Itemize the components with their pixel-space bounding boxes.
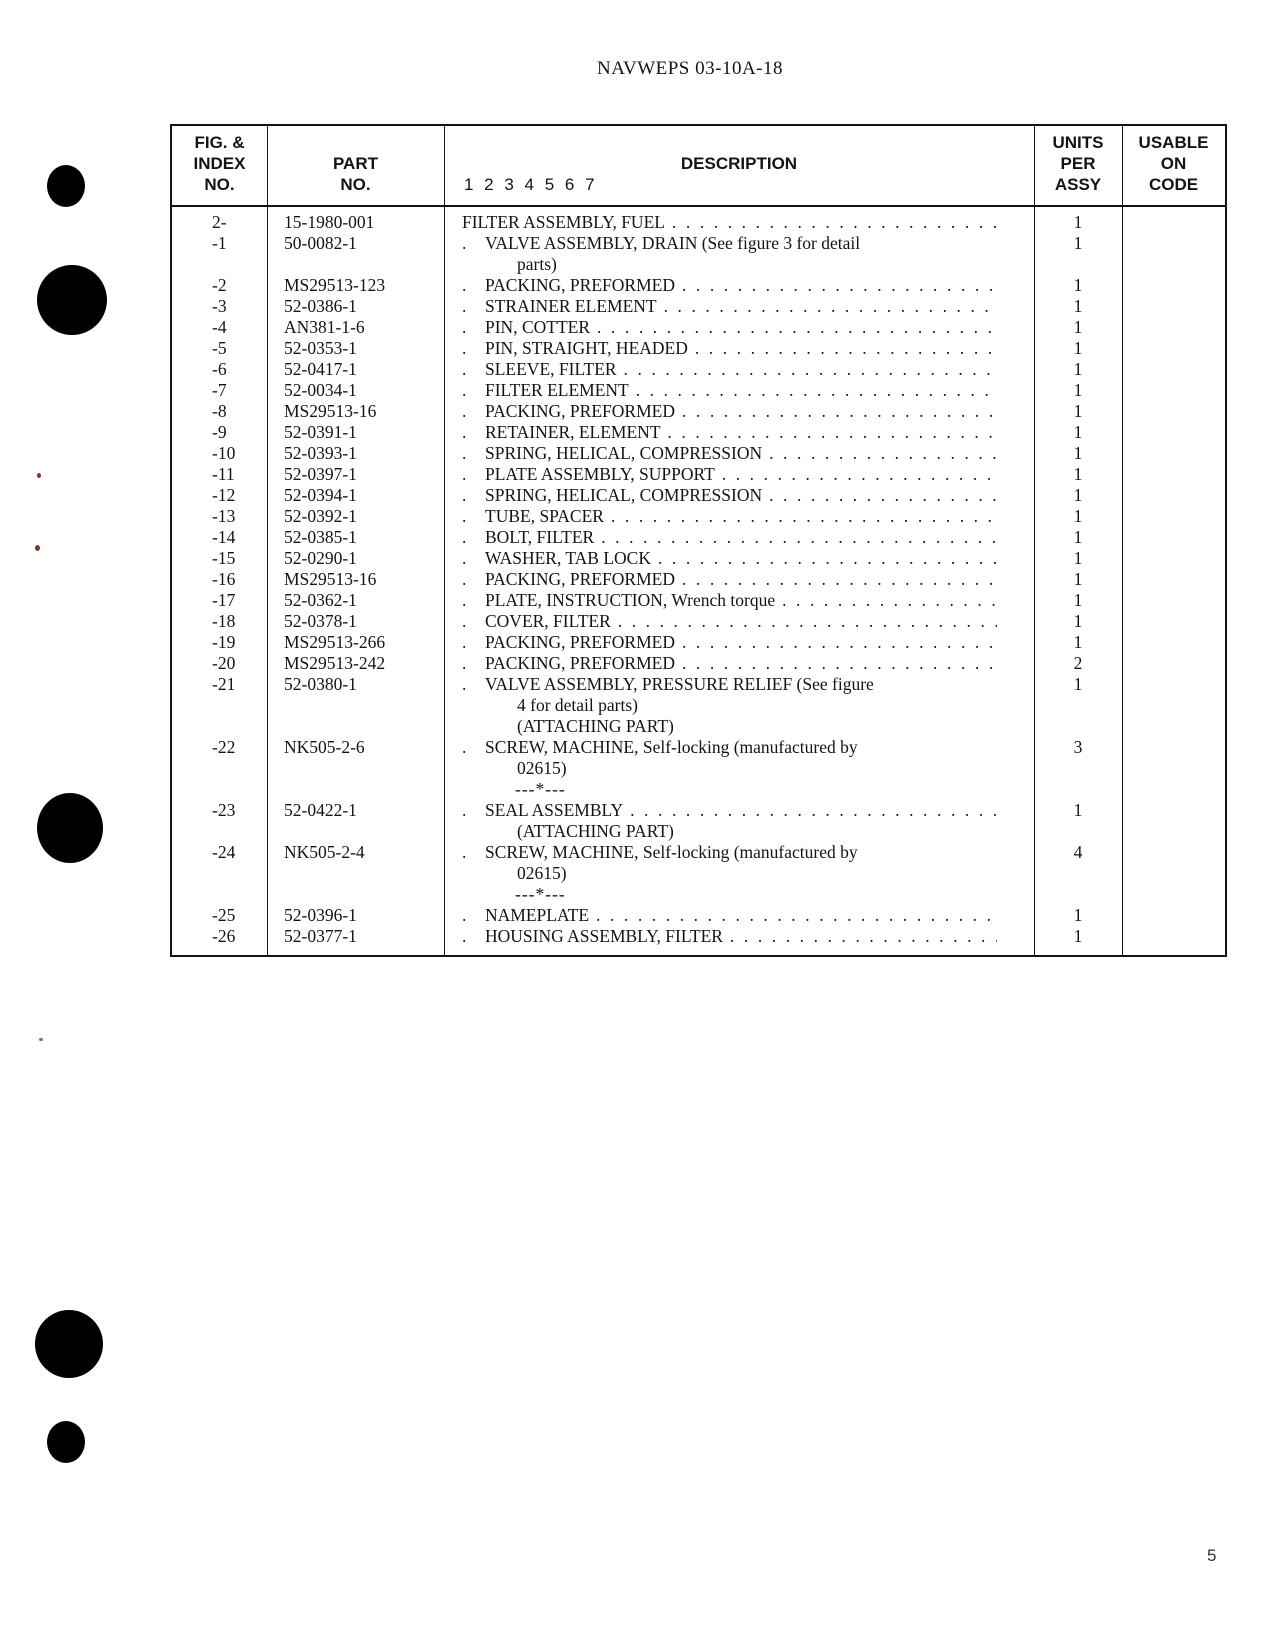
units-per-assy-cell: 1 bbox=[1073, 485, 1083, 505]
dot-leader bbox=[629, 380, 997, 400]
units-per-assy-cell: 1 bbox=[1073, 527, 1083, 547]
indent-dot: . bbox=[462, 401, 467, 421]
part-number-cell: 50-0082-1 bbox=[284, 233, 357, 253]
description-text: PACKING, PREFORMED bbox=[485, 401, 675, 421]
description-cell bbox=[462, 485, 997, 506]
dot-leader bbox=[657, 296, 997, 316]
header-fig-index: FIG. & INDEX NO. bbox=[193, 133, 246, 194]
description-cell bbox=[462, 233, 997, 275]
description-cell bbox=[462, 632, 997, 653]
description-text: SEAL ASSEMBLY bbox=[485, 800, 624, 820]
dot-leader bbox=[775, 590, 997, 610]
description-line bbox=[462, 653, 997, 674]
description-text: VALVE ASSEMBLY, PRESSURE RELIEF (See figure bbox=[485, 674, 874, 694]
description-line bbox=[462, 527, 997, 548]
part-number-cell: 52-0034-1 bbox=[284, 380, 357, 400]
fig-index-cell: -4 bbox=[212, 317, 227, 337]
binder-hole bbox=[47, 165, 85, 207]
description-line bbox=[462, 611, 997, 632]
part-number-cell: MS29513-242 bbox=[284, 653, 386, 673]
attaching-separator: ---*--- bbox=[515, 884, 566, 904]
description-text: BOLT, FILTER bbox=[485, 527, 595, 547]
description-line bbox=[462, 464, 997, 485]
indent-dot: . bbox=[462, 926, 467, 946]
table-header bbox=[172, 126, 1225, 207]
fig-index-cell: -23 bbox=[212, 800, 236, 820]
indent-dot: . bbox=[462, 674, 467, 694]
table-row bbox=[172, 737, 1225, 800]
fig-index-cell: -6 bbox=[212, 359, 227, 379]
description-line bbox=[462, 443, 997, 464]
part-number-cell: MS29513-266 bbox=[284, 632, 386, 652]
fig-index-cell: -3 bbox=[212, 296, 227, 316]
description-line bbox=[462, 338, 997, 359]
fig-index-cell: -8 bbox=[212, 401, 227, 421]
units-per-assy-cell: 1 bbox=[1073, 506, 1083, 526]
header-description: DESCRIPTION bbox=[680, 154, 798, 173]
indent-dot: . bbox=[462, 653, 467, 673]
indent-dot: . bbox=[462, 632, 467, 652]
table-row bbox=[172, 380, 1225, 401]
indent-dot: . bbox=[462, 338, 467, 358]
description-text: RETAINER, ELEMENT bbox=[485, 422, 661, 442]
indent-dot: . bbox=[462, 590, 467, 610]
table-row bbox=[172, 527, 1225, 548]
part-number-cell: 52-0362-1 bbox=[284, 590, 357, 610]
units-per-assy-cell: 1 bbox=[1073, 905, 1083, 925]
part-number-cell: 52-0396-1 bbox=[284, 905, 357, 925]
description-cell bbox=[462, 422, 997, 443]
units-per-assy-cell: 1 bbox=[1073, 611, 1083, 631]
dot-leader bbox=[675, 275, 997, 295]
table-row bbox=[172, 275, 1225, 296]
description-line bbox=[462, 926, 997, 947]
description-cell bbox=[462, 527, 997, 548]
table-row bbox=[172, 926, 1225, 947]
units-per-assy-cell: 1 bbox=[1073, 359, 1083, 379]
units-per-assy-cell: 1 bbox=[1073, 380, 1083, 400]
indent-dot: . bbox=[462, 443, 467, 463]
description-cell bbox=[462, 443, 997, 464]
table-row bbox=[172, 401, 1225, 422]
description-text: PACKING, PREFORMED bbox=[485, 632, 675, 652]
paper-speck bbox=[37, 473, 41, 478]
fig-index-cell: -25 bbox=[212, 905, 236, 925]
units-per-assy-cell: 1 bbox=[1073, 674, 1083, 694]
description-text: PACKING, PREFORMED bbox=[485, 653, 675, 673]
description-cell bbox=[462, 842, 997, 905]
binder-hole bbox=[37, 793, 103, 863]
units-per-assy-cell: 1 bbox=[1073, 800, 1083, 820]
table-row bbox=[172, 611, 1225, 632]
description-cell bbox=[462, 317, 997, 338]
parts-list-table bbox=[170, 124, 1227, 957]
binder-hole bbox=[37, 265, 107, 335]
description-continuation: 02615) bbox=[517, 758, 567, 778]
table-row bbox=[172, 506, 1225, 527]
page-number: 5 bbox=[1207, 1546, 1217, 1565]
part-number-cell: 52-0422-1 bbox=[284, 800, 357, 820]
table-row bbox=[172, 296, 1225, 317]
indent-dot: . bbox=[462, 380, 467, 400]
table-row bbox=[172, 422, 1225, 443]
description-text: SCREW, MACHINE, Self-locking (manufactured by bbox=[485, 737, 858, 757]
table-row bbox=[172, 569, 1225, 590]
part-number-cell: 52-0378-1 bbox=[284, 611, 357, 631]
description-text: COVER, FILTER bbox=[485, 611, 611, 631]
dot-leader bbox=[688, 338, 997, 358]
description-cell bbox=[462, 212, 997, 233]
fig-index-cell: -11 bbox=[212, 464, 235, 484]
description-text: PIN, COTTER bbox=[485, 317, 590, 337]
units-per-assy-cell: 1 bbox=[1073, 632, 1083, 652]
units-per-assy-cell: 1 bbox=[1073, 569, 1083, 589]
description-text: NAMEPLATE bbox=[485, 905, 590, 925]
indent-dot: . bbox=[462, 737, 467, 757]
description-text: FILTER ASSEMBLY, FUEL bbox=[462, 212, 665, 232]
fig-index-cell: -14 bbox=[212, 527, 236, 547]
description-cell bbox=[462, 296, 997, 317]
units-per-assy-cell: 1 bbox=[1073, 317, 1083, 337]
description-text: SPRING, HELICAL, COMPRESSION bbox=[485, 485, 763, 505]
description-continuation: parts) bbox=[517, 254, 557, 274]
description-cell bbox=[462, 674, 997, 737]
description-cell bbox=[462, 590, 997, 611]
units-per-assy-cell: 2 bbox=[1073, 653, 1083, 673]
indent-dot: . bbox=[462, 905, 467, 925]
indent-dot: . bbox=[462, 842, 467, 862]
table-row bbox=[172, 905, 1225, 926]
binder-hole bbox=[35, 1310, 103, 1378]
table-row bbox=[172, 212, 1225, 233]
fig-index-cell: -2 bbox=[212, 275, 227, 295]
units-per-assy-cell: 1 bbox=[1073, 443, 1083, 463]
attaching-part-label: (ATTACHING PART) bbox=[517, 821, 674, 841]
binder-hole bbox=[47, 1421, 85, 1463]
part-number-cell: 52-0353-1 bbox=[284, 338, 357, 358]
indent-dot: . bbox=[462, 422, 467, 442]
description-line bbox=[462, 359, 997, 380]
header-part-no: PART NO. bbox=[332, 154, 378, 194]
units-per-assy-cell: 1 bbox=[1073, 296, 1083, 316]
description-cell bbox=[462, 800, 997, 842]
description-text: HOUSING ASSEMBLY, FILTER bbox=[485, 926, 723, 946]
description-text: PLATE ASSEMBLY, SUPPORT bbox=[485, 464, 715, 484]
units-per-assy-cell: 1 bbox=[1073, 548, 1083, 568]
indent-dot: . bbox=[462, 569, 467, 589]
units-per-assy-cell: 1 bbox=[1073, 275, 1083, 295]
dot-leader bbox=[665, 212, 997, 232]
indent-dot: . bbox=[462, 527, 467, 547]
units-per-assy-cell: 1 bbox=[1073, 926, 1083, 946]
dot-leader bbox=[604, 506, 997, 526]
dot-leader bbox=[623, 800, 997, 820]
description-text: PIN, STRAIGHT, HEADED bbox=[485, 338, 688, 358]
part-number-cell: NK505-2-4 bbox=[284, 842, 365, 862]
description-text: WASHER, TAB LOCK bbox=[485, 548, 651, 568]
part-number-cell: 52-0385-1 bbox=[284, 527, 357, 547]
units-per-assy-cell: 1 bbox=[1073, 233, 1083, 253]
attaching-part-label: (ATTACHING PART) bbox=[517, 716, 674, 736]
description-line bbox=[462, 548, 997, 569]
table-row bbox=[172, 674, 1225, 737]
description-cell bbox=[462, 401, 997, 422]
dot-leader bbox=[590, 317, 997, 337]
indent-dot: . bbox=[462, 506, 467, 526]
fig-index-cell: -7 bbox=[212, 380, 227, 400]
part-number-cell: MS29513-16 bbox=[284, 569, 377, 589]
dot-leader bbox=[723, 926, 997, 946]
paper-speck bbox=[39, 1038, 43, 1041]
dot-leader bbox=[589, 905, 997, 925]
fig-index-cell: -9 bbox=[212, 422, 227, 442]
dot-leader bbox=[675, 653, 997, 673]
description-text: PACKING, PREFORMED bbox=[485, 275, 675, 295]
dot-leader bbox=[594, 527, 997, 547]
description-line bbox=[462, 275, 997, 296]
description-text: SPRING, HELICAL, COMPRESSION bbox=[485, 443, 763, 463]
description-line bbox=[462, 506, 997, 527]
part-number-cell: 52-0391-1 bbox=[284, 422, 357, 442]
part-number-cell: MS29513-16 bbox=[284, 401, 377, 421]
dot-leader bbox=[715, 464, 997, 484]
units-per-assy-cell: 1 bbox=[1073, 212, 1083, 232]
table-row bbox=[172, 548, 1225, 569]
units-per-assy-cell: 1 bbox=[1073, 464, 1083, 484]
description-line bbox=[462, 296, 997, 317]
fig-index-cell: -26 bbox=[212, 926, 236, 946]
table-row bbox=[172, 233, 1225, 275]
table-row bbox=[172, 653, 1225, 674]
description-text: TUBE, SPACER bbox=[485, 506, 604, 526]
indent-dot: . bbox=[462, 233, 467, 253]
units-per-assy-cell: 1 bbox=[1073, 401, 1083, 421]
description-text: PLATE, INSTRUCTION, Wrench torque bbox=[485, 590, 776, 610]
description-cell bbox=[462, 380, 997, 401]
table-row bbox=[172, 800, 1225, 842]
part-number-cell: NK505-2-6 bbox=[284, 737, 365, 757]
part-number-cell: 52-0417-1 bbox=[284, 359, 357, 379]
units-per-assy-cell: 1 bbox=[1073, 422, 1083, 442]
fig-index-cell: -13 bbox=[212, 506, 236, 526]
fig-index-cell: 2- bbox=[212, 212, 227, 232]
table-row bbox=[172, 842, 1225, 905]
fig-index-cell: -19 bbox=[212, 632, 236, 652]
description-text: VALVE ASSEMBLY, DRAIN (See figure 3 for detail bbox=[485, 233, 861, 253]
description-cell bbox=[462, 905, 997, 926]
indent-dot: . bbox=[462, 317, 467, 337]
dot-leader bbox=[651, 548, 997, 568]
dot-leader bbox=[675, 632, 997, 652]
part-number-cell: AN381-1-6 bbox=[284, 317, 365, 337]
table-row bbox=[172, 338, 1225, 359]
table-row bbox=[172, 443, 1225, 464]
description-line bbox=[462, 380, 997, 401]
table-body bbox=[172, 207, 1225, 955]
units-per-assy-cell: 4 bbox=[1073, 842, 1083, 862]
indent-dot: . bbox=[462, 548, 467, 568]
table-row bbox=[172, 464, 1225, 485]
part-number-cell: 15-1980-001 bbox=[284, 212, 375, 232]
fig-index-cell: -1 bbox=[212, 233, 227, 253]
description-line bbox=[462, 800, 997, 821]
indent-dot: . bbox=[462, 800, 467, 820]
description-cell bbox=[462, 611, 997, 632]
part-number-cell: 52-0393-1 bbox=[284, 443, 357, 463]
fig-index-cell: -20 bbox=[212, 653, 236, 673]
description-cell bbox=[462, 275, 997, 296]
description-cell bbox=[462, 464, 997, 485]
attaching-separator: ---*--- bbox=[515, 779, 566, 799]
description-line bbox=[462, 401, 997, 422]
indent-dot: . bbox=[462, 296, 467, 316]
fig-index-cell: -21 bbox=[212, 674, 236, 694]
fig-index-cell: -24 bbox=[212, 842, 236, 862]
indent-dot: . bbox=[462, 485, 467, 505]
description-continuation: 4 for detail parts) bbox=[517, 695, 638, 715]
description-cell bbox=[462, 569, 997, 590]
description-cell bbox=[462, 506, 997, 527]
dot-leader bbox=[661, 422, 997, 442]
description-cell bbox=[462, 653, 997, 674]
table-row bbox=[172, 359, 1225, 380]
description-cell bbox=[462, 338, 997, 359]
part-number-cell: 52-0394-1 bbox=[284, 485, 357, 505]
indent-dot: . bbox=[462, 464, 467, 484]
units-per-assy-cell: 3 bbox=[1073, 737, 1083, 757]
part-number-cell: 52-0397-1 bbox=[284, 464, 357, 484]
part-number-cell: 52-0380-1 bbox=[284, 674, 357, 694]
part-number-cell: 52-0377-1 bbox=[284, 926, 357, 946]
fig-index-cell: -16 bbox=[212, 569, 236, 589]
part-number-cell: 52-0392-1 bbox=[284, 506, 357, 526]
part-number-cell: 52-0290-1 bbox=[284, 548, 357, 568]
dot-leader bbox=[675, 569, 997, 589]
description-cell bbox=[462, 359, 997, 380]
table-row bbox=[172, 485, 1225, 506]
description-cell bbox=[462, 737, 997, 800]
units-per-assy-cell: 1 bbox=[1073, 338, 1083, 358]
description-line bbox=[462, 485, 997, 506]
description-continuation: 02615) bbox=[517, 863, 567, 883]
description-line bbox=[462, 905, 997, 926]
indent-dot: . bbox=[462, 275, 467, 295]
description-cell bbox=[462, 548, 997, 569]
description-line bbox=[462, 317, 997, 338]
description-text: FILTER ELEMENT bbox=[485, 380, 629, 400]
fig-index-cell: -10 bbox=[212, 443, 236, 463]
table-row bbox=[172, 317, 1225, 338]
description-text: PACKING, PREFORMED bbox=[485, 569, 675, 589]
fig-index-cell: -12 bbox=[212, 485, 236, 505]
dot-leader bbox=[675, 401, 997, 421]
description-line bbox=[462, 212, 997, 233]
indent-dot: . bbox=[462, 611, 467, 631]
fig-index-cell: -17 bbox=[212, 590, 236, 610]
description-line bbox=[462, 569, 997, 590]
fig-index-cell: -5 bbox=[212, 338, 227, 358]
description-text: STRAINER ELEMENT bbox=[485, 296, 657, 316]
units-per-assy-cell: 1 bbox=[1073, 590, 1083, 610]
description-line bbox=[462, 422, 997, 443]
dot-leader bbox=[617, 359, 997, 379]
part-number-cell: MS29513-123 bbox=[284, 275, 386, 295]
header-indent-levels: 1 2 3 4 5 6 7 bbox=[464, 175, 595, 194]
fig-index-cell: -22 bbox=[212, 737, 236, 757]
indent-dot: . bbox=[462, 359, 467, 379]
fig-index-cell: -15 bbox=[212, 548, 236, 568]
table-row bbox=[172, 632, 1225, 653]
dot-leader bbox=[611, 611, 997, 631]
dot-leader bbox=[762, 443, 997, 463]
description-line bbox=[462, 590, 997, 611]
part-number-cell: 52-0386-1 bbox=[284, 296, 357, 316]
header-usable-on-code: USABLE ON CODE bbox=[1138, 133, 1209, 194]
dot-leader bbox=[762, 485, 997, 505]
description-text: SCREW, MACHINE, Self-locking (manufactured by bbox=[485, 842, 858, 862]
description-line bbox=[462, 632, 997, 653]
table-row bbox=[172, 590, 1225, 611]
description-cell bbox=[462, 926, 997, 947]
document-header: NAVWEPS 03-10A-18 bbox=[596, 58, 783, 79]
description-text: SLEEVE, FILTER bbox=[485, 359, 617, 379]
header-units-per-assy: UNITS PER ASSY bbox=[1052, 133, 1104, 194]
fig-index-cell: -18 bbox=[212, 611, 236, 631]
paper-speck bbox=[35, 545, 40, 551]
